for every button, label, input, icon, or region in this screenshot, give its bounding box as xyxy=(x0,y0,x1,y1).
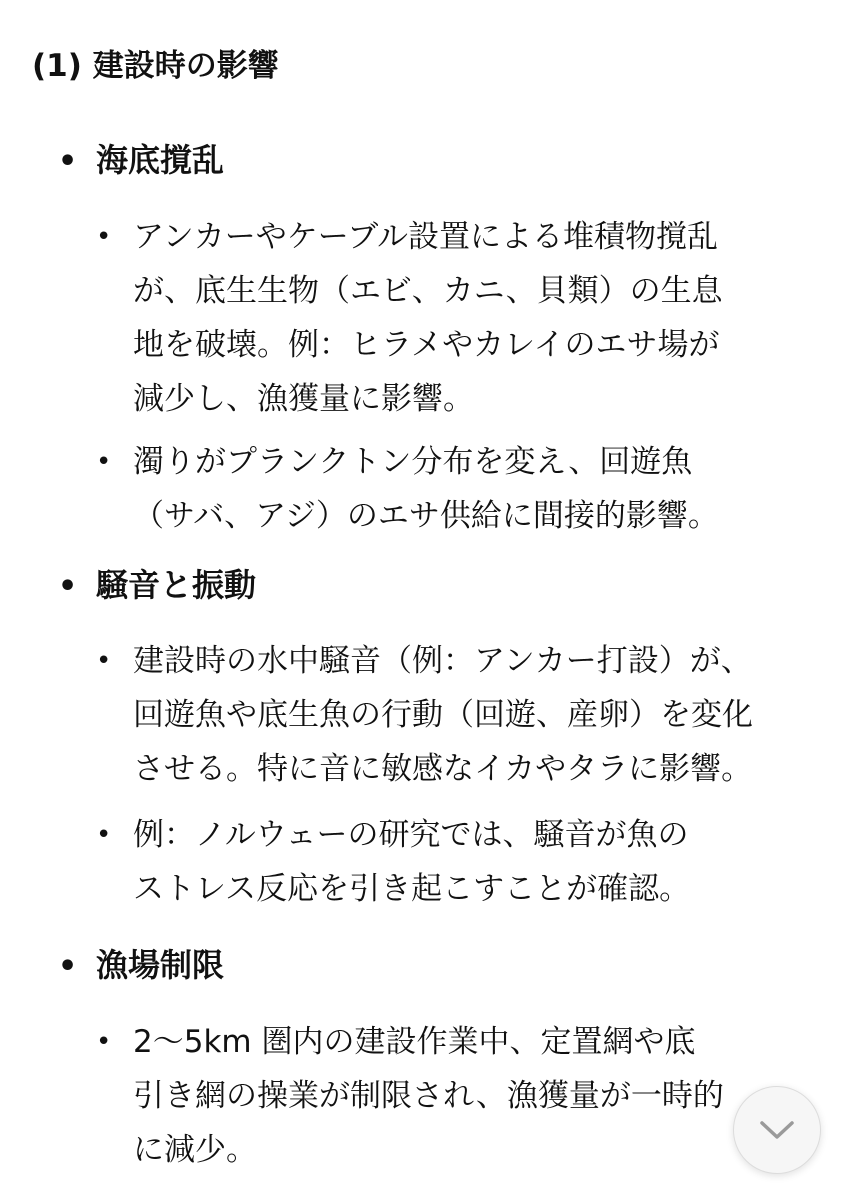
bullet-item-fishing-restriction xyxy=(58,945,224,987)
bullet-title: 海底撹乱 xyxy=(96,141,225,179)
bullet-dot: • xyxy=(96,447,112,477)
sub-bullet-text: 例：ノルウェーの研究では、騒音が魚の ストレス反応を引き起こすことが確認。 xyxy=(133,817,691,907)
sub-bullet-text: 濁りがプランクトン分布を変え、回遊魚 （サバ、アジ）のエサ供給に間接的影響。 xyxy=(133,444,719,534)
bullet-dot: • xyxy=(96,820,112,850)
scroll-to-bottom-button[interactable] xyxy=(733,1086,821,1174)
bullet-item-seabed-disturbance xyxy=(58,140,224,182)
sub-bullet-item xyxy=(96,1015,826,1177)
bullet-title: 騒音と振動 xyxy=(96,566,257,604)
sub-bullet-text: アンカーやケーブル設置による堆積物撹乱 が、底生生物（エビ、カニ、貝類）の生息 地を破壊。例：ヒラメやカレイのエサ場が 減少し、漁獲量に影響。 xyxy=(133,219,723,417)
section-heading: (1) 建設時の影響 xyxy=(32,48,279,84)
bullet-dot: • xyxy=(96,222,112,252)
sub-bullet-item xyxy=(96,435,826,543)
sub-bullet-item xyxy=(96,210,826,426)
bullet-dot: • xyxy=(58,144,78,179)
bullet-dot: • xyxy=(58,949,78,984)
sub-bullet-item xyxy=(96,808,826,916)
bullet-dot: • xyxy=(96,646,112,676)
bullet-item-noise-vibration xyxy=(58,565,256,607)
bullet-dot: • xyxy=(58,569,78,604)
sub-bullet-item xyxy=(96,634,826,796)
bullet-dot: • xyxy=(96,1027,112,1057)
chevron-down-icon xyxy=(757,1118,797,1142)
sub-bullet-text: 2～5km 圏内の建設作業中、定置網や底 引き網の操業が制限され、漁獲量が一時的 に減少。 xyxy=(133,1024,724,1168)
sub-bullet-text: 建設時の水中騒音（例：アンカー打設）が、 回遊魚や底生魚の行動（回遊、産卵）を変化 させる。特に音に敏感なイカやタラに影響。 xyxy=(133,643,753,787)
bullet-title: 漁場制限 xyxy=(96,946,225,984)
